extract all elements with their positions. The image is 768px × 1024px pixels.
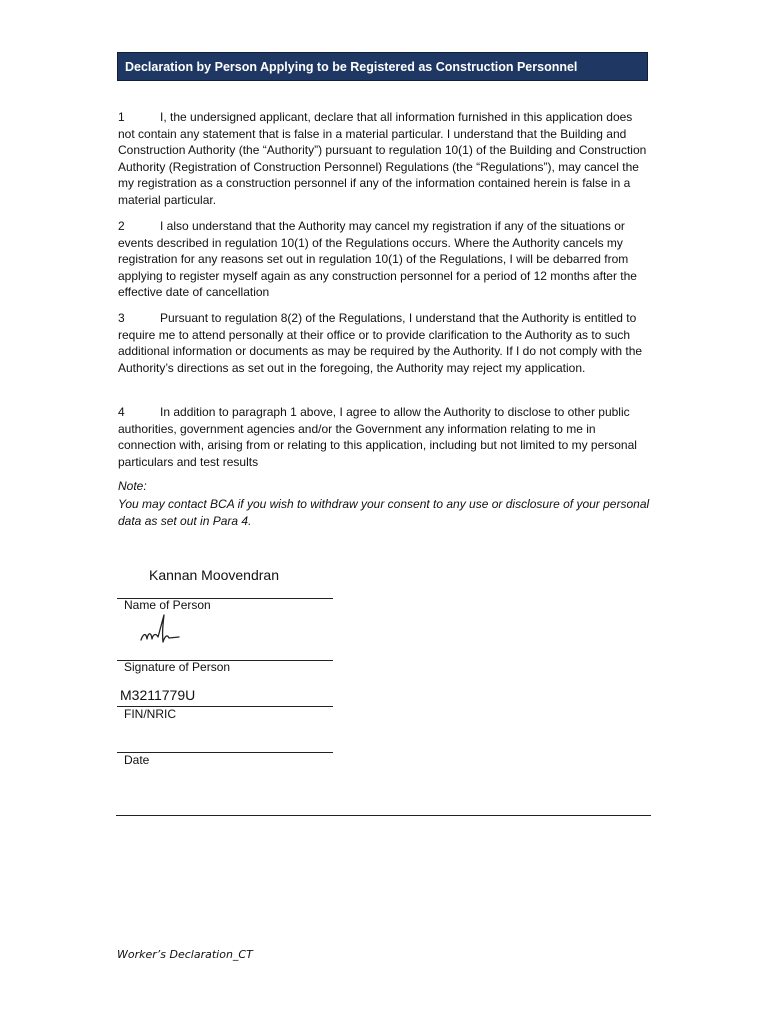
paragraph-4 [118,404,650,470]
fin-nric-label: FIN/NRIC [124,707,176,721]
name-label: Name of Person [124,598,211,612]
paragraph-number: 2 [118,219,125,233]
date-label: Date [124,753,150,767]
note-label: Note: [118,479,147,493]
applicant-name-value: Kannan Moovendran [149,567,279,583]
declaration-title-bar [117,52,648,81]
paragraph-1 [118,109,650,209]
footer-divider [116,815,651,816]
footer-document-name: Worker’s Declaration_CT [117,948,253,961]
paragraph-number: 1 [118,110,125,124]
paragraph-text: Pursuant to regulation 8(2) of the Regulations, I understand that the Authority is entitled to require me to attend personally at their office or to provide clarification to the Authority as to such additional information or documents as may be required by the Authority. If I do not comply with the Authority’s directions as set out in the foregoing, the Authority may reject my application. [118,311,643,375]
note-text: You may contact BCA if you wish to withdraw your consent to any use or disclosure of your personal data as set out in Para 4. [118,497,650,528]
paragraph-number: 4 [118,405,125,419]
paragraph-number: 3 [118,311,125,325]
paragraph-text: I also understand that the Authority may cancel my registration if any of the situations or events described in regulation 10(1) of the Regulations occurs. Where the Authority cancels my registration for any reasons set out in regulation 10(1) of the Regulations, I will be debarred from applying to register myself again as any construction personnel for a period of 12 months after the effective date of cancellation [118,219,637,300]
declaration-title: Declaration by Person Applying to be Registered as Construction Personnel [125,59,578,74]
date-underline [117,752,333,753]
paragraph-2 [118,218,650,301]
signature-label: Signature of Person [124,660,231,674]
fin-nric-value: M3211779U [120,687,196,703]
handwritten-signature-icon [138,612,182,650]
paragraph-text: In addition to paragraph 1 above, I agree to allow the Authority to disclose to other public authorities, government agencies and/or the Government any information relating to me in connection with, arising from or relating to this application, including but not limited to my personal particulars and test results [118,405,637,469]
paragraph-text: I, the undersigned applicant, declare that all information furnished in this application does not contain any statement that is false in a material particular. I understand that the Building and Construction Authority (the “Authority”) pursuant to regulation 10(1) of the Building and Construction Authority (Registration of Construction Personnel) Regulations (the “Regulations”), may cancel the my registration as a construction personnel if any of the information contained herein is false in a material particular. [118,110,647,207]
paragraph-3 [118,310,650,376]
